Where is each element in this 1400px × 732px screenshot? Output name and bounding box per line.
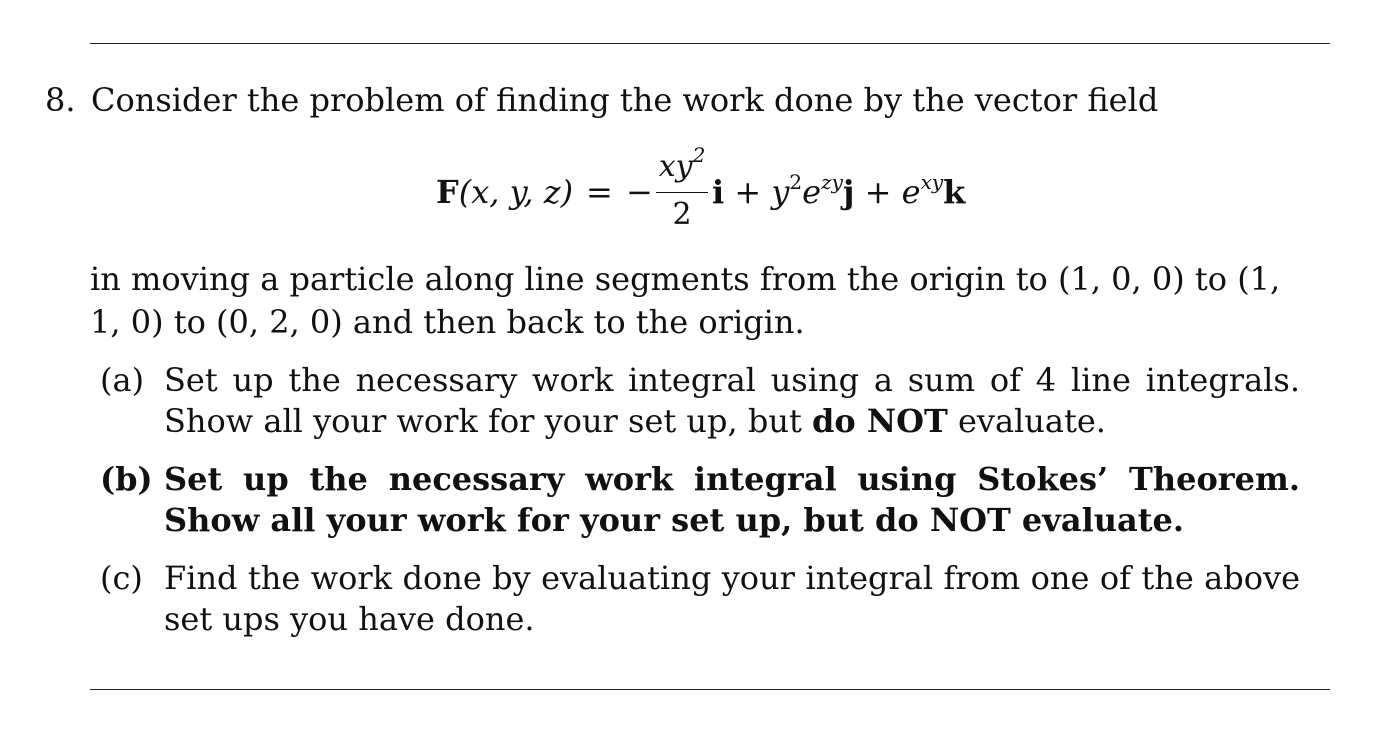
numerator-base: xy [658, 149, 693, 184]
part-c-label: (c) [100, 559, 143, 597]
bottom-rule [90, 689, 1330, 690]
term2-exponent: zy [821, 170, 843, 194]
numerator-exponent: 2 [692, 143, 706, 167]
part-b-text [164, 459, 1300, 541]
part-b-emphasis: do NOT [874, 501, 1011, 539]
fraction-numerator [654, 143, 710, 186]
unit-i: i [712, 173, 725, 211]
term2-y-exponent: 2 [789, 170, 803, 194]
part-b-text-before: Set up the necessary work integral using Stokes’ Theorem. Show all your work for your set up, but [164, 460, 1300, 539]
formula-lhs [436, 172, 573, 212]
problem-intro: Consider the problem of finding the work done by the vector field [91, 81, 1159, 119]
formula-minus: − [626, 173, 653, 211]
part-a-label: (a) [100, 361, 145, 399]
part-a-text-before: Set up the necessary work integral using a sum of 4 line integrals. Show all your work for your set up, but [164, 361, 1300, 440]
formula-fraction [654, 143, 710, 238]
part-a-text [164, 360, 1300, 442]
plus-2: + [864, 173, 892, 211]
problem-statement [45, 80, 1158, 120]
term2-y: y [771, 173, 790, 211]
term3-exponent: xy [920, 170, 944, 194]
problem-number: 8. [45, 81, 76, 119]
term2-e: e [802, 173, 822, 211]
part-b-text-after: evaluate. [1021, 501, 1185, 539]
formula-args: (x, y, z) [458, 173, 574, 211]
fraction-bar [656, 192, 708, 193]
formula-equals: = [586, 173, 613, 211]
part-a-emphasis: do NOT [811, 402, 948, 440]
top-rule [90, 43, 1330, 44]
unit-k: k [943, 173, 966, 211]
formula-rest [712, 172, 965, 212]
part-b-label: (b) [100, 460, 153, 498]
part-a [100, 360, 1300, 442]
part-b [100, 459, 1300, 541]
part-c-text: Find the work done by evaluating your integral from one of the above set ups you have done. [164, 559, 1300, 638]
part-c [100, 558, 1300, 640]
unit-j: j [842, 173, 855, 211]
part-a-text-after: evaluate. [957, 402, 1106, 440]
plus-1: + [734, 173, 762, 211]
path-description: in moving a particle along line segments from the origin to (1, 0, 0) to (1, 1, 0) to (0, 2, 0) and then back to the origin. [90, 260, 1281, 341]
fraction-denominator: 2 [672, 197, 692, 232]
formula-F: F [436, 173, 459, 211]
term3-e: e [901, 173, 921, 211]
